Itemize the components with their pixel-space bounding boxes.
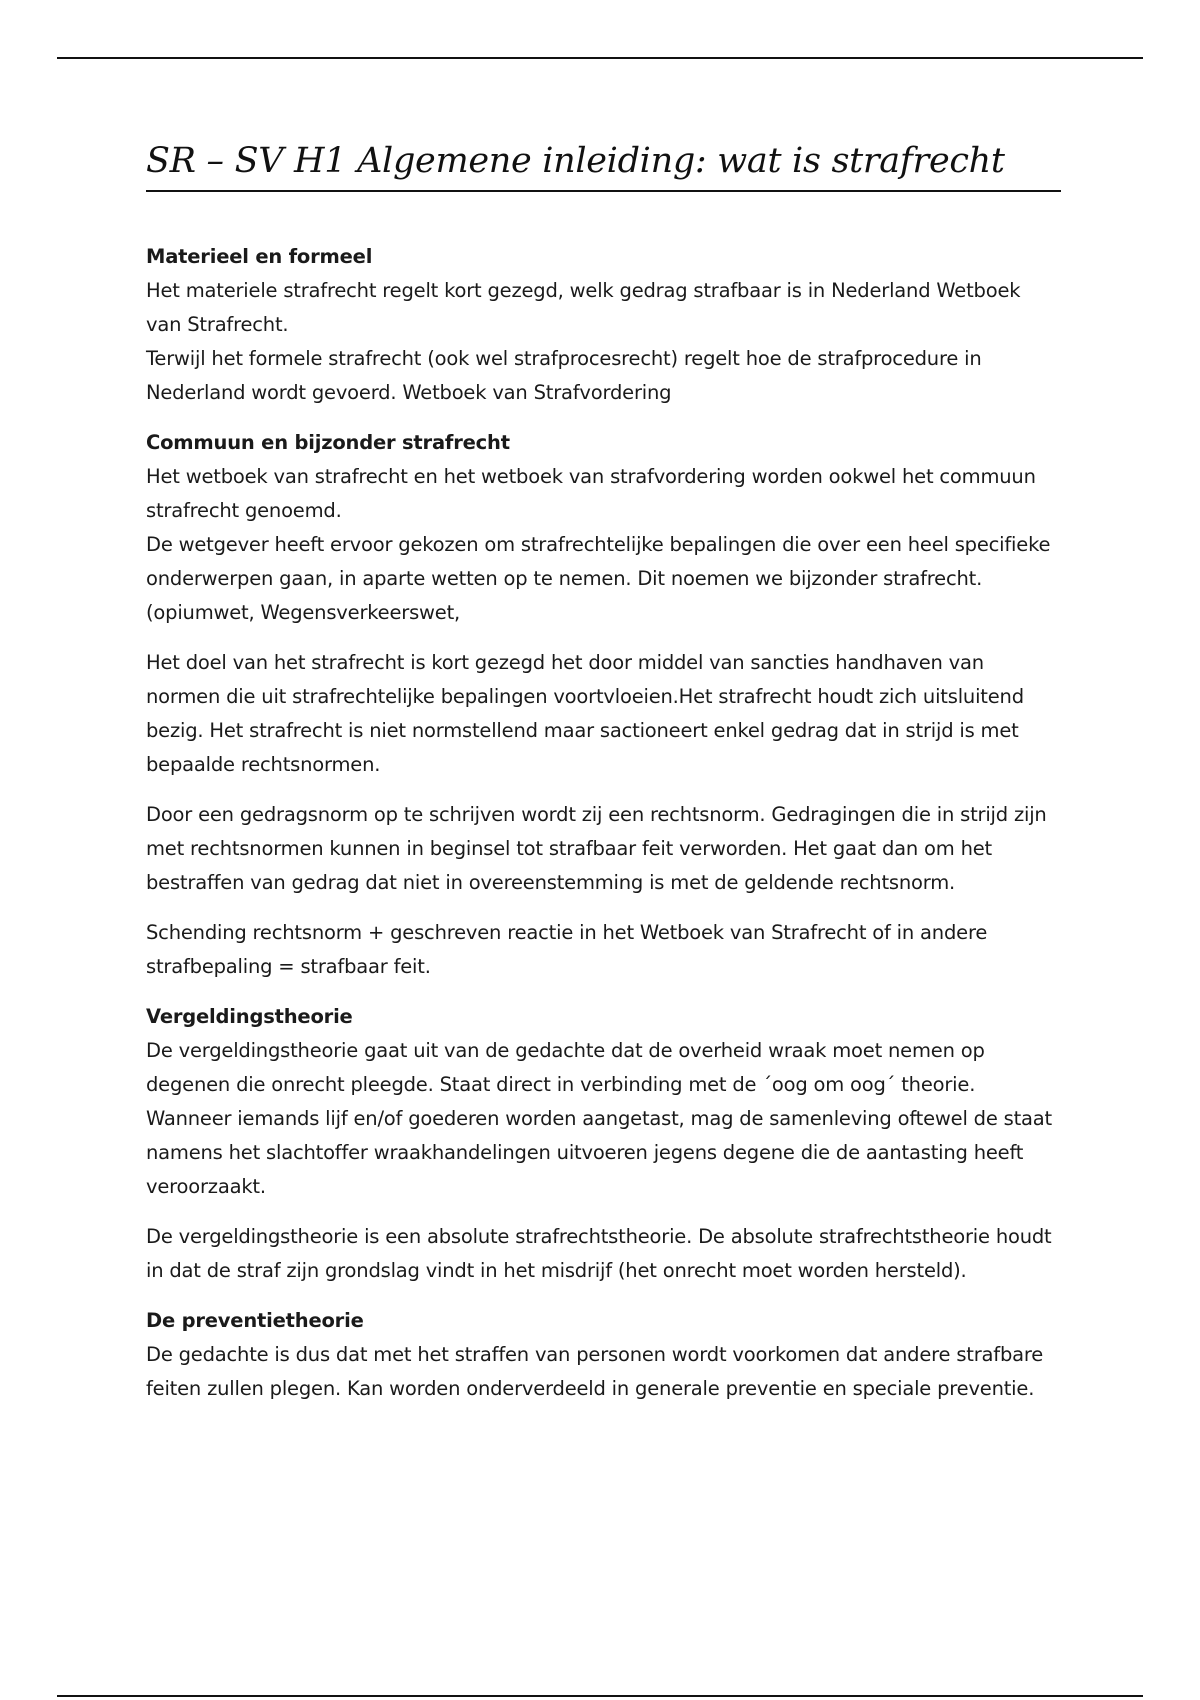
- document-body: [146, 240, 1061, 1406]
- section-heading: Commuun en bijzonder strafrecht: [146, 431, 510, 454]
- document-title: SR – SV H1 Algemene inleiding: wat is strafrecht: [146, 140, 1061, 192]
- paragraph-doel-strafrecht: Het doel van het strafrecht is kort gezegd het door middel van sancties handhaven van normen die uit strafrechtelijke bepalingen voortvloeien.Het strafrecht houdt zich uitsluitend bezig. Het strafrecht is niet normstellend maar sactioneert enkel gedrag dat in strijd is met bepaalde rechtsnormen.: [146, 651, 1024, 776]
- section-preventietheorie: [146, 1304, 1061, 1406]
- paragraph: De wetgever heeft ervoor gekozen om strafrechtelijke bepalingen die over een heel specifieke onderwerpen gaan, in aparte wetten op te nemen. Dit noemen we bijzonder strafrecht. (opiumwet, Wegensverkeerswet,: [146, 533, 1051, 624]
- section-heading: Materieel en formeel: [146, 245, 373, 268]
- section-commuun-bijzonder: [146, 426, 1061, 630]
- paragraph-formule-strafbaar-feit: Schending rechtsnorm + geschreven reactie in het Wetboek van Strafrecht of in andere strafbepaling = strafbaar feit.: [146, 921, 988, 978]
- paragraph: De gedachte is dus dat met het straffen van personen wordt voorkomen dat andere strafbare feiten zullen plegen. Kan worden onderverdeeld in generale preventie en speciale preventie.: [146, 1343, 1044, 1400]
- paragraph-gedragsnorm: Door een gedragsnorm op te schrijven wordt zij een rechtsnorm. Gedragingen die in strijd zijn met rechtsnormen kunnen in beginsel tot strafbaar feit verworden. Het gaat dan om het bestraffen van gedrag dat niet in overeenstemming is met de geldende rechtsnorm.: [146, 803, 1047, 894]
- section-heading: Vergeldingstheorie: [146, 1005, 353, 1028]
- paragraph: Het materiele strafrecht regelt kort gezegd, welk gedrag strafbaar is in Nederland Wetboek van Strafrecht.: [146, 279, 1021, 336]
- paragraph: De vergeldingstheorie gaat uit van de gedachte dat de overheid wraak moet nemen op degenen die onrecht pleegde. Staat direct in verbinding met de ´oog om oog´ theorie. Wanneer iemands lijf en/of goederen worden aangetast, mag de samenleving oftewel de staat namens het slachtoffer wraakhandelingen uitvoeren jegens degene die de aantasting heeft veroorzaakt.: [146, 1039, 1052, 1198]
- section-heading: De preventietheorie: [146, 1309, 364, 1332]
- paragraph-absolute-theorie: De vergeldingstheorie is een absolute strafrechtstheorie. De absolute strafrechtstheorie houdt in dat de straf zijn grondslag vindt in het misdrijf (het onrecht moet worden hersteld).: [146, 1225, 1052, 1282]
- section-vergeldingstheorie: [146, 1000, 1061, 1204]
- section-materieel-formeel: [146, 240, 1061, 410]
- paragraph: Terwijl het formele strafrecht (ook wel strafprocesrecht) regelt hoe de strafprocedure in Nederland wordt gevoerd. Wetboek van Strafvordering: [146, 347, 982, 404]
- paragraph: Het wetboek van strafrecht en het wetboek van strafvordering worden ookwel het commuun strafrecht genoemd.: [146, 465, 1036, 522]
- document-content: [146, 140, 1061, 1406]
- header-rule: [57, 57, 1143, 59]
- footer-rule: [57, 1695, 1143, 1697]
